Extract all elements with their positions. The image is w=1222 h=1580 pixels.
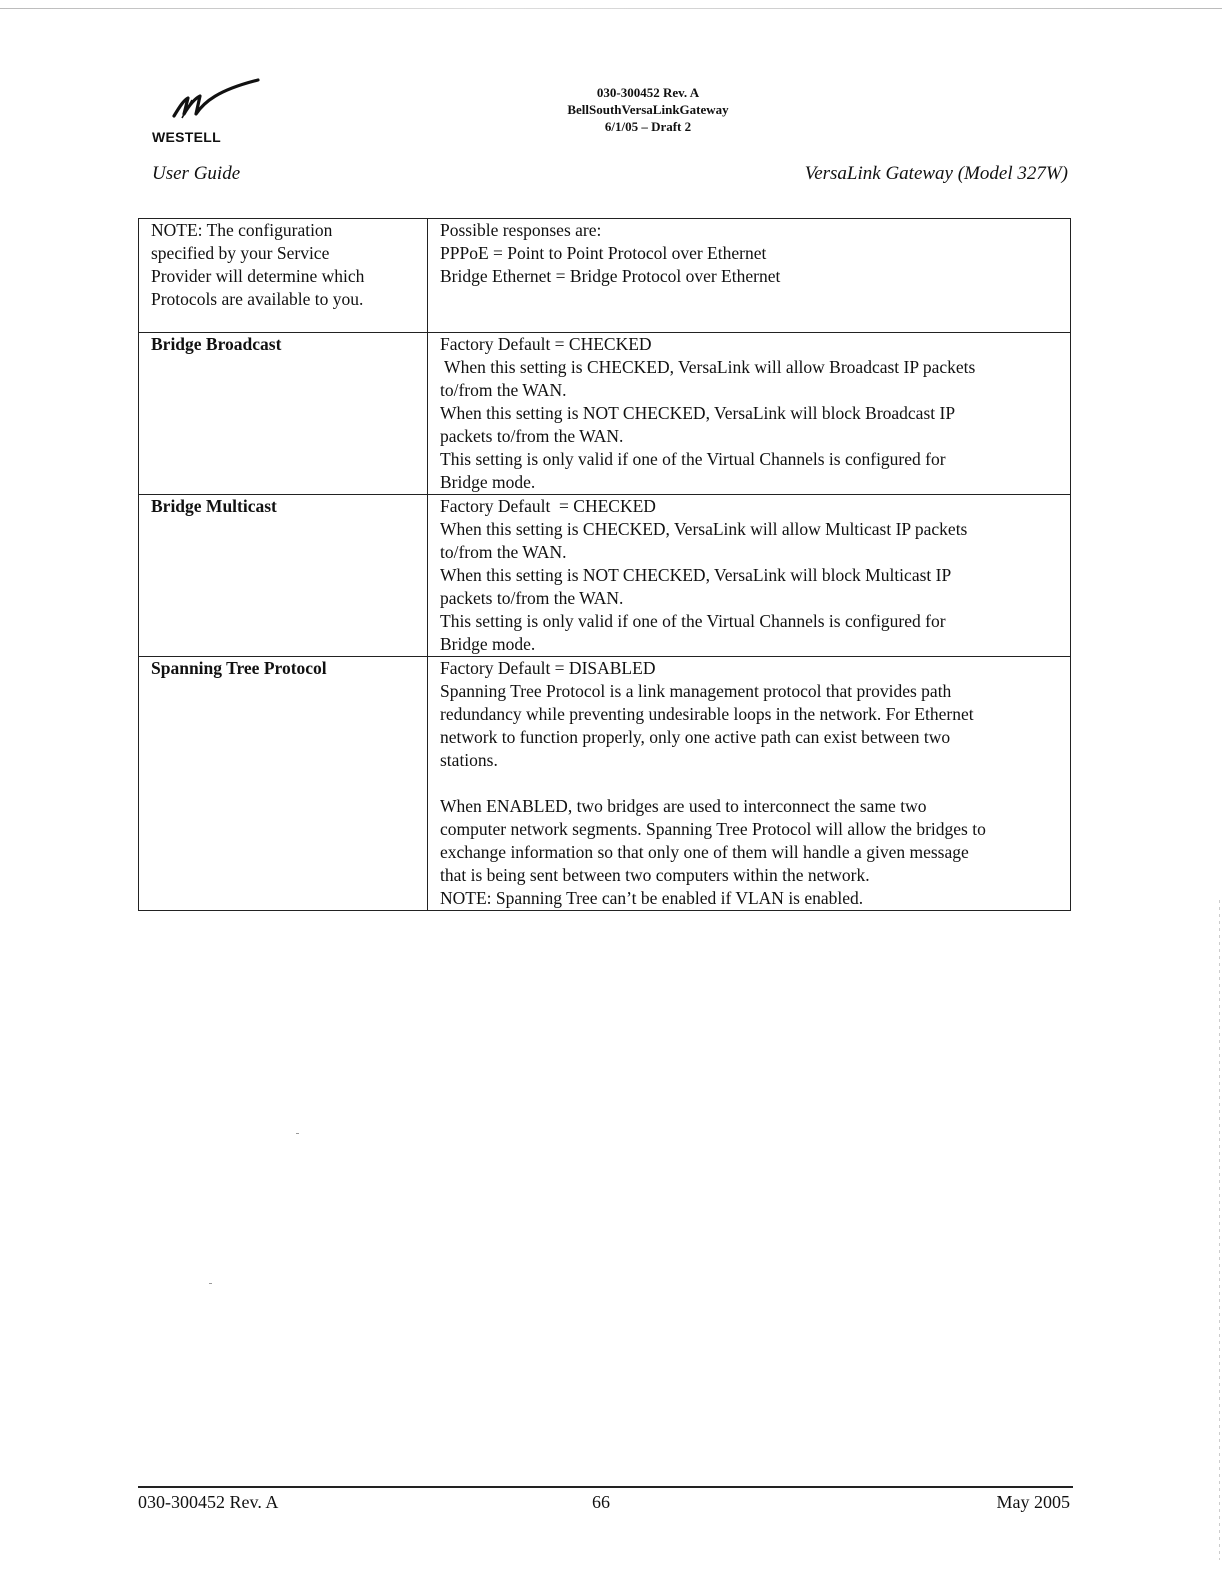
table-cell-setting (139, 495, 428, 657)
text-line: This setting is only valid if one of the Virtual Channels is configured for (440, 611, 946, 631)
text-line: Provider will determine which (151, 266, 365, 286)
text-line: PPPoE = Point to Point Protocol over Ethernet (440, 243, 767, 263)
doc-product: BellSouthVersaLinkGateway (567, 102, 729, 117)
text-line: that is being sent between two computers within the network. (440, 865, 870, 885)
document-header (500, 84, 796, 135)
text-line: Factory Default = CHECKED (440, 496, 656, 516)
table-row (139, 495, 1071, 657)
table-cell-setting (139, 219, 428, 333)
guide-title: User Guide (152, 163, 241, 184)
settings-table (138, 218, 1071, 911)
westell-logo-icon (170, 78, 260, 128)
text-line: network to function properly, only one active path can exist between two (440, 727, 951, 747)
text-line: This setting is only valid if one of the Virtual Channels is configured for (440, 449, 946, 469)
text-line: When this setting is CHECKED, VersaLink will allow Multicast IP packets (440, 519, 968, 539)
text-line: packets to/from the WAN. (440, 588, 624, 608)
table-cell-setting (139, 657, 428, 911)
text-line: exchange information so that only one of them will handle a given message (440, 842, 969, 862)
table-cell-description (428, 219, 1071, 333)
product-title: VersaLink Gateway (Model 327W) (804, 163, 1068, 184)
setting-name: Bridge Broadcast (151, 334, 282, 354)
text-line: Factory Default = DISABLED (440, 658, 656, 678)
text-line: NOTE: The configuration (151, 220, 333, 240)
table-cell-description (428, 333, 1071, 495)
text-line: redundancy while preventing undesirable loops in the network. For Ethernet (440, 704, 974, 724)
paragraph-gap (440, 772, 1062, 795)
footer-divider (138, 1486, 1073, 1488)
page-number: 66 (592, 1492, 610, 1512)
table-row (139, 657, 1071, 911)
text-line: When this setting is NOT CHECKED, VersaLink will block Broadcast IP (440, 403, 956, 423)
text-line: Spanning Tree Protocol is a link management protocol that provides path (440, 681, 952, 701)
text-line: Possible responses are: (440, 220, 602, 240)
scan-artifact-right (1219, 900, 1220, 1560)
setting-name: Bridge Multicast (151, 496, 277, 516)
table-cell-setting (139, 333, 428, 495)
doc-number: 030-300452 Rev. A (596, 85, 700, 100)
text-line: packets to/from the WAN. (440, 426, 624, 446)
scan-artifact-top (0, 8, 1222, 9)
text-line: to/from the WAN. (440, 380, 567, 400)
text-line: When ENABLED, two bridges are used to interconnect the same two (440, 796, 927, 816)
scan-speck (296, 1133, 299, 1134)
text-line: stations. (440, 750, 498, 770)
text-line: NOTE: Spanning Tree can’t be enabled if VLAN is enabled. (440, 888, 864, 908)
table-row (139, 219, 1071, 333)
text-line: Protocols are available to you. (151, 289, 364, 309)
footer-date: May 2005 (996, 1492, 1070, 1512)
text-line: to/from the WAN. (440, 542, 567, 562)
text-line: computer network segments. Spanning Tree Protocol will allow the bridges to (440, 819, 986, 839)
text-line: specified by your Service (151, 243, 330, 263)
text-line: When this setting is NOT CHECKED, VersaLink will block Multicast IP (440, 565, 952, 585)
table-cell-description (428, 495, 1071, 657)
setting-name: Spanning Tree Protocol (151, 658, 327, 678)
doc-date-draft: 6/1/05 – Draft 2 (604, 119, 692, 134)
company-logo (148, 78, 258, 148)
text-line: Bridge mode. (440, 634, 536, 654)
text-line: Factory Default = CHECKED (440, 334, 652, 354)
table-row (139, 333, 1071, 495)
text-line: When this setting is CHECKED, VersaLink will allow Broadcast IP packets (440, 357, 976, 377)
footer-doc-number: 030-300452 Rev. A (138, 1492, 279, 1512)
scan-speck (209, 1283, 212, 1284)
table-cell-description (428, 657, 1071, 911)
text-line: Bridge mode. (440, 472, 536, 492)
logo-wordmark: WESTELL (152, 129, 221, 145)
text-line: Bridge Ethernet = Bridge Protocol over Ethernet (440, 266, 781, 286)
